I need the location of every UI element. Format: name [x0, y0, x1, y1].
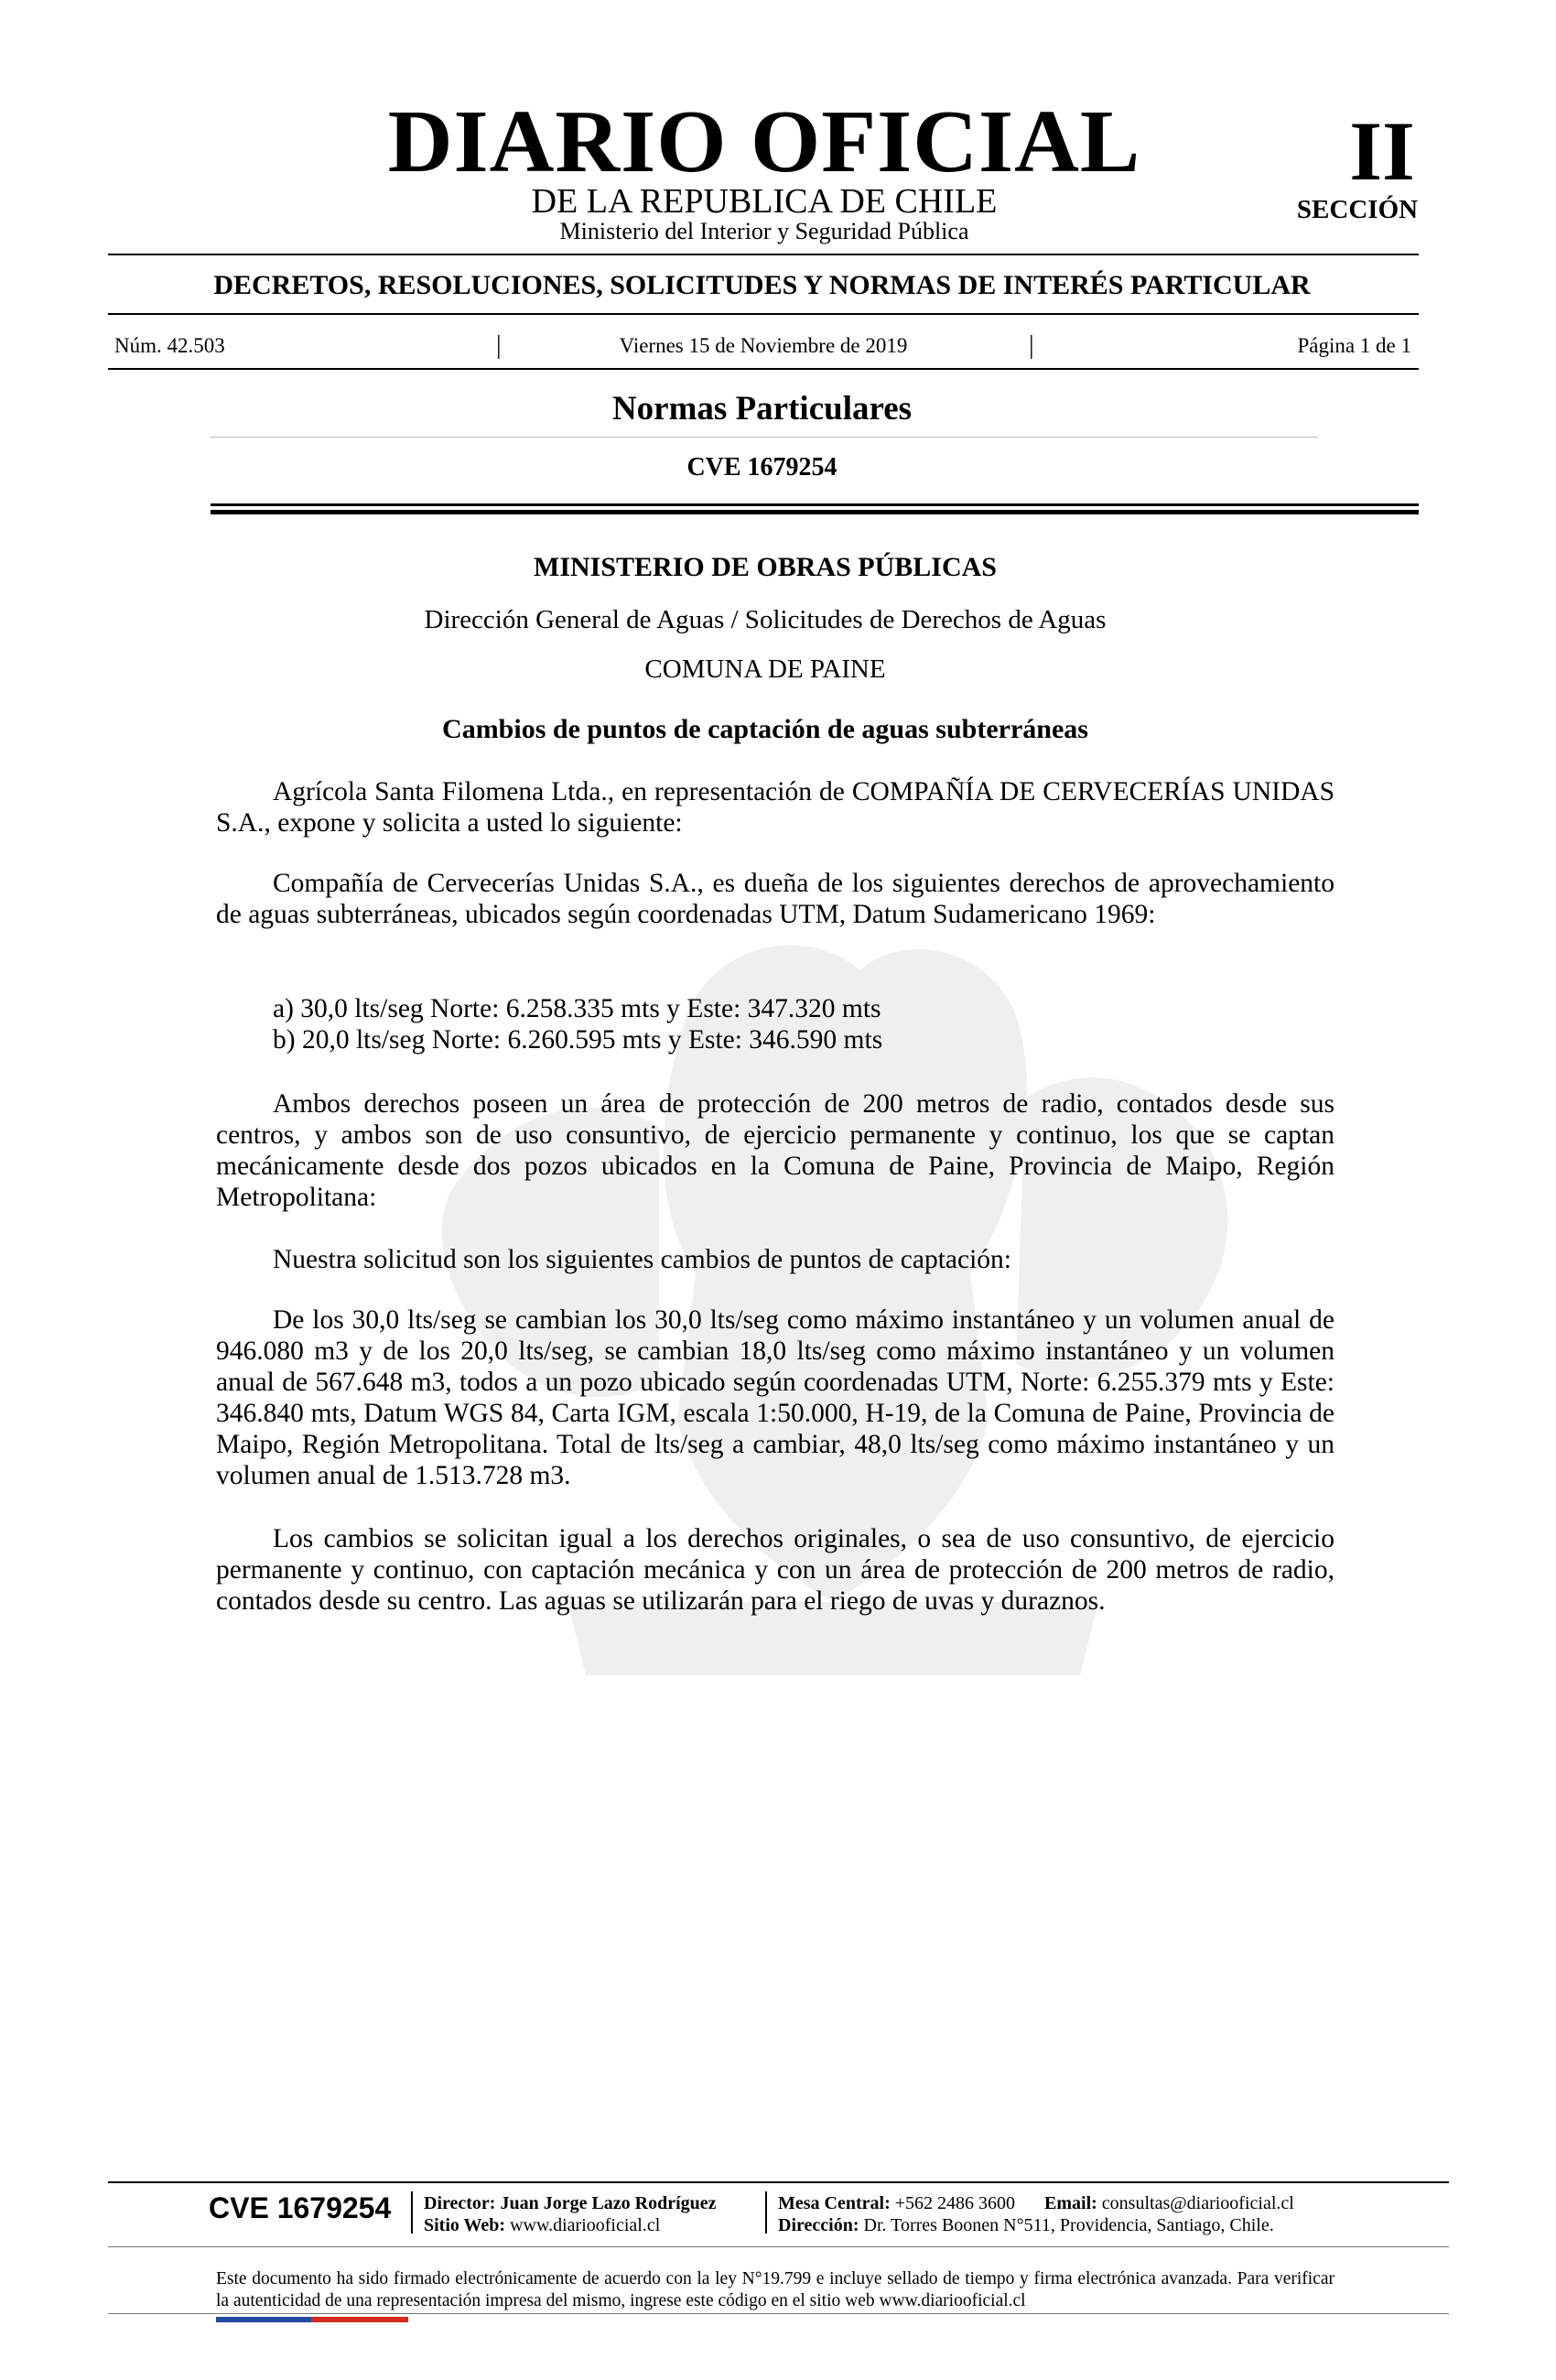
norm-title: Normas Particulares: [611, 390, 913, 427]
paragraph-text: Agrícola Santa Filomena Ltda., en representación de COMPAÑÍA DE CERVECERÍAS UNIDAS S.A., expone y solicita a usted lo siguiente:: [216, 777, 1334, 838]
paragraph: [216, 1523, 1334, 1617]
footer-top-rule: [108, 2181, 1449, 2183]
footer-director-block: [424, 2192, 717, 2236]
norm-title-divider: [211, 437, 1318, 438]
footer-phone-email: Mesa Central: +562 2486 3600 Email: consultas@diariooficial.cl: [778, 2193, 1294, 2213]
paragraph: [216, 868, 1334, 930]
masthead-title: DIARIO OFICIAL: [387, 92, 1141, 191]
info-bar-divider: [108, 368, 1419, 370]
cve-code: CVE 1679254: [686, 453, 837, 481]
rights-list-item: b) 20,0 lts/seg Norte: 6.260.595 mts y Este: 346.590 mts: [273, 1025, 883, 1055]
phone-number: +562 2486 3600: [894, 2193, 1016, 2213]
flag-stripe-blue: [216, 2317, 311, 2322]
page-indicator: Página 1 de 1: [1297, 334, 1411, 357]
paragraph-text: De los 30,0 lts/seg se cambian los 30,0 lts/seg como máximo instantáneo y un volumen anual de 946.080 m3 y de los 20,0 lts/seg, se cambian 18,0 lts/seg como máximo instantáneo y un volumen anual de 567.648 m3, todos a un pozo ubicado según coordenadas UTM, Norte: 6.255.379 mts y Este: 346.840 mts, Datum WGS 84, Carta IGM, escala 1:50.000, H-19, de la Comuna de Paine, Provincia de Maipo, Región Metropolitana. Total de lts/seg a cambiar, 48,0 lts/seg como máximo instantáneo y un volumen anual de 1.513.728 m3.: [216, 1305, 1334, 1490]
address-text: Dr. Torres Boonen N°511, Providencia, Santiago, Chile.: [863, 2215, 1274, 2235]
header-double-rule-top: [211, 503, 1419, 506]
masthead-ministry: Ministerio del Interior y Seguridad Pública: [559, 218, 969, 244]
masthead-subtitle: DE LA REPUBLICA DE CHILE: [531, 182, 998, 221]
issue-date: Viernes 15 de Noviembre de 2019: [619, 334, 908, 357]
footer-contact-block: [778, 2192, 1338, 2236]
paragraph: [216, 1088, 1334, 1213]
website-link[interactable]: www.diariooficial.cl: [510, 2215, 661, 2235]
masthead-divider: [108, 254, 1419, 255]
paragraph-text: Los cambios se solicitan igual a los derechos originales, o sea de uso consuntivo, de ejercicio permanente y continuo, con captación mecánica y con un área de protección de 200 metros de radio, contados desde su centro. Las aguas se utilizarán para el riego de uvas y duraznos.: [216, 1524, 1334, 1616]
paragraph-text: Ambos derechos poseen un área de protección de 200 metros de radio, contados desde sus centros, y ambos son de uso consuntivo, de ejercicio permanente y continuo, los que se captan mecánicamente desde dos pozos ubicados en la Comuna de Paine, Provincia de Maipo, Región Metropolitana:: [216, 1089, 1334, 1212]
ministry-heading: MINISTERIO DE OBRAS PÚBLICAS: [534, 552, 997, 582]
comuna-heading: COMUNA DE PAINE: [644, 654, 886, 684]
rights-list: [273, 993, 1280, 1055]
footer-website: Sitio Web: www.diariooficial.cl: [424, 2215, 661, 2235]
info-separator: |: [1029, 331, 1034, 360]
header-double-rule-bottom: [211, 510, 1419, 514]
footer-signature-note: Este documento ha sido firmado electrónicamente de acuerdo con la ley N°19.799 e incluye sellado de tiempo y firma electrónica avanzada. Para verificar la autenticidad de una representación impresa del mismo, ingrese este código en el sitio web www.diariooficial.cl: [216, 2269, 1334, 2310]
paragraph: [216, 1304, 1334, 1491]
flag-stripe-red: [311, 2317, 408, 2322]
paragraph-text: Nuestra solicitud son los siguientes cambios de puntos de captación:: [273, 1245, 1012, 1274]
footer-middle-rule: [108, 2246, 1449, 2247]
section-number: II: [1349, 104, 1415, 198]
footer-director: Director: Juan Jorge Lazo Rodríguez: [424, 2193, 717, 2213]
subject-heading: Cambios de puntos de captación de aguas subterráneas: [442, 714, 1088, 744]
director-name: Juan Jorge Lazo Rodríguez: [500, 2193, 717, 2213]
footer-cve-code: CVE 1679254: [209, 2191, 392, 2224]
footer-address: Dirección: Dr. Torres Boonen N°511, Providencia, Santiago, Chile.: [778, 2215, 1274, 2235]
paragraph: [216, 776, 1334, 838]
footer-divider: [765, 2191, 767, 2234]
section-label: SECCIÓN: [1296, 195, 1419, 224]
agency-heading: Dirección General de Aguas / Solicitudes de Derechos de Aguas: [424, 605, 1107, 634]
info-separator: |: [496, 331, 502, 360]
footer-bottom-rule: [108, 2313, 1449, 2314]
issue-number: Núm. 42.503: [114, 334, 225, 357]
section-title: DECRETOS, RESOLUCIONES, SOLICITUDES Y NORMAS DE INTERÉS PARTICULAR: [213, 270, 1311, 300]
rights-list-item: a) 30,0 lts/seg Norte: 6.258.335 mts y Este: 347.320 mts: [273, 994, 881, 1023]
section-title-divider: [108, 313, 1419, 315]
paragraph: [216, 1244, 1334, 1275]
email-link[interactable]: consultas@diariooficial.cl: [1101, 2193, 1294, 2213]
footer-divider: [411, 2191, 413, 2234]
paragraph-text: Compañía de Cervecerías Unidas S.A., es dueña de los siguientes derechos de aprovechamiento de aguas subterráneas, ubicados según coordenadas UTM, Datum Sudamericano 1969:: [216, 869, 1334, 929]
issue-info-bar: [108, 330, 1419, 362]
